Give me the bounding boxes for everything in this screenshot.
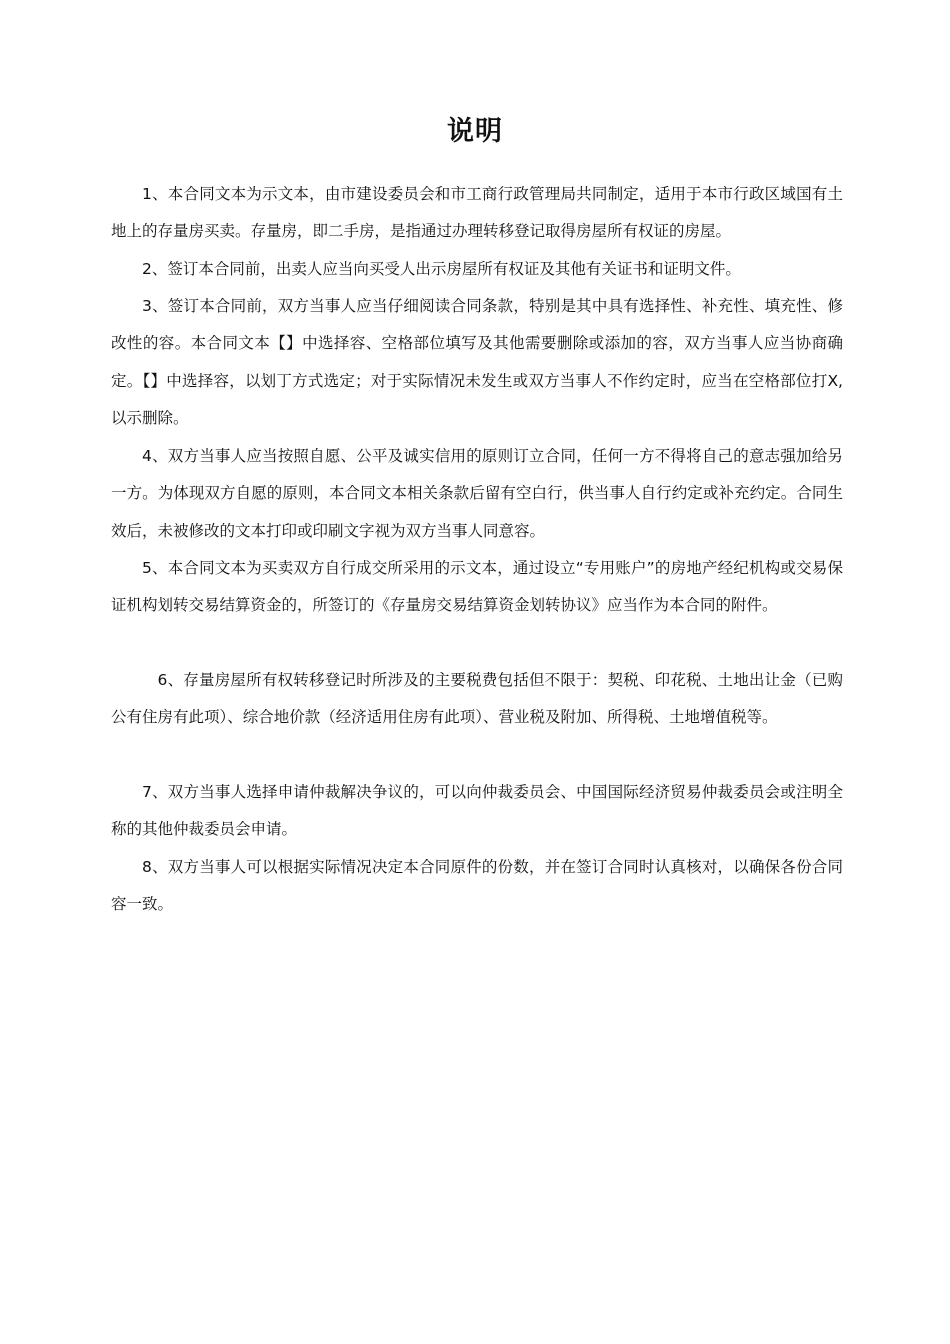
paragraph-4: 4、双方当事人应当按照自愿、公平及诚实信用的原则订立合同，任何一方不得将自己的意志强加给另一方。为体现双方自愿的原则，本合同文本相关条款后留有空白行，供当事人自行约定或补充约定。合同生效后，未被修改的文本打印或印刷文字视为双方当事人同意容。 xyxy=(111,446,843,540)
paragraph-3: 3、签订本合同前，双方当事人应当仔细阅读合同条款，特别是其中具有选择性、补充性、填充性、修改性的容。本合同文本【】中选择容、空格部位填写及其他需要删除或添加的容，双方当事人应当协商确定。【】中选择容，以划丁方式选定；对于实际情况未发生或双方当事人不作约定时，应当在空格部位打X,以示删除。 xyxy=(111,296,843,427)
paragraph-8: 8、双方当事人可以根据实际情况决定本合同原件的份数，并在签订合同时认真核对，以确保各份合同容一致。 xyxy=(111,857,843,913)
paragraph-7: 7、双方当事人选择申请仲裁解决争议的，可以向仲裁委员会、中国国际经济贸易仲裁委员会或注明全称的其他仲裁委员会申请。 xyxy=(111,782,843,838)
paragraph-5: 5、本合同文本为买卖双方自行成交所采用的示文本，通过设立“专用账户”的房地产经纪机构或交易保证机构划转交易结算资金的，所签订的《存量房交易结算资金划转协议》应当作为本合同的附件。 xyxy=(111,558,843,614)
paragraph-6: 6、存量房屋所有权转移登记时所涉及的主要税费包括但不限于：契税、印花税、土地出让金（已购公有住房有此项）、综合地价款（经济适用住房有此项）、营业税及附加、所得税、土地增值税等。 xyxy=(111,670,843,726)
paragraph-2: 2、签订本合同前，出卖人应当向买受人出示房屋所有权证及其他有关证书和证明文件。 xyxy=(142,259,741,278)
document-title: 说明 xyxy=(447,116,503,147)
paragraph-1: 1、本合同文本为示文本，由市建设委员会和市工商行政管理局共同制定，适用于本市行政区域国有土地上的存量房买卖。存量房，即二手房，是指通过办理转移登记取得房屋所有权证的房屋。 xyxy=(111,184,843,240)
